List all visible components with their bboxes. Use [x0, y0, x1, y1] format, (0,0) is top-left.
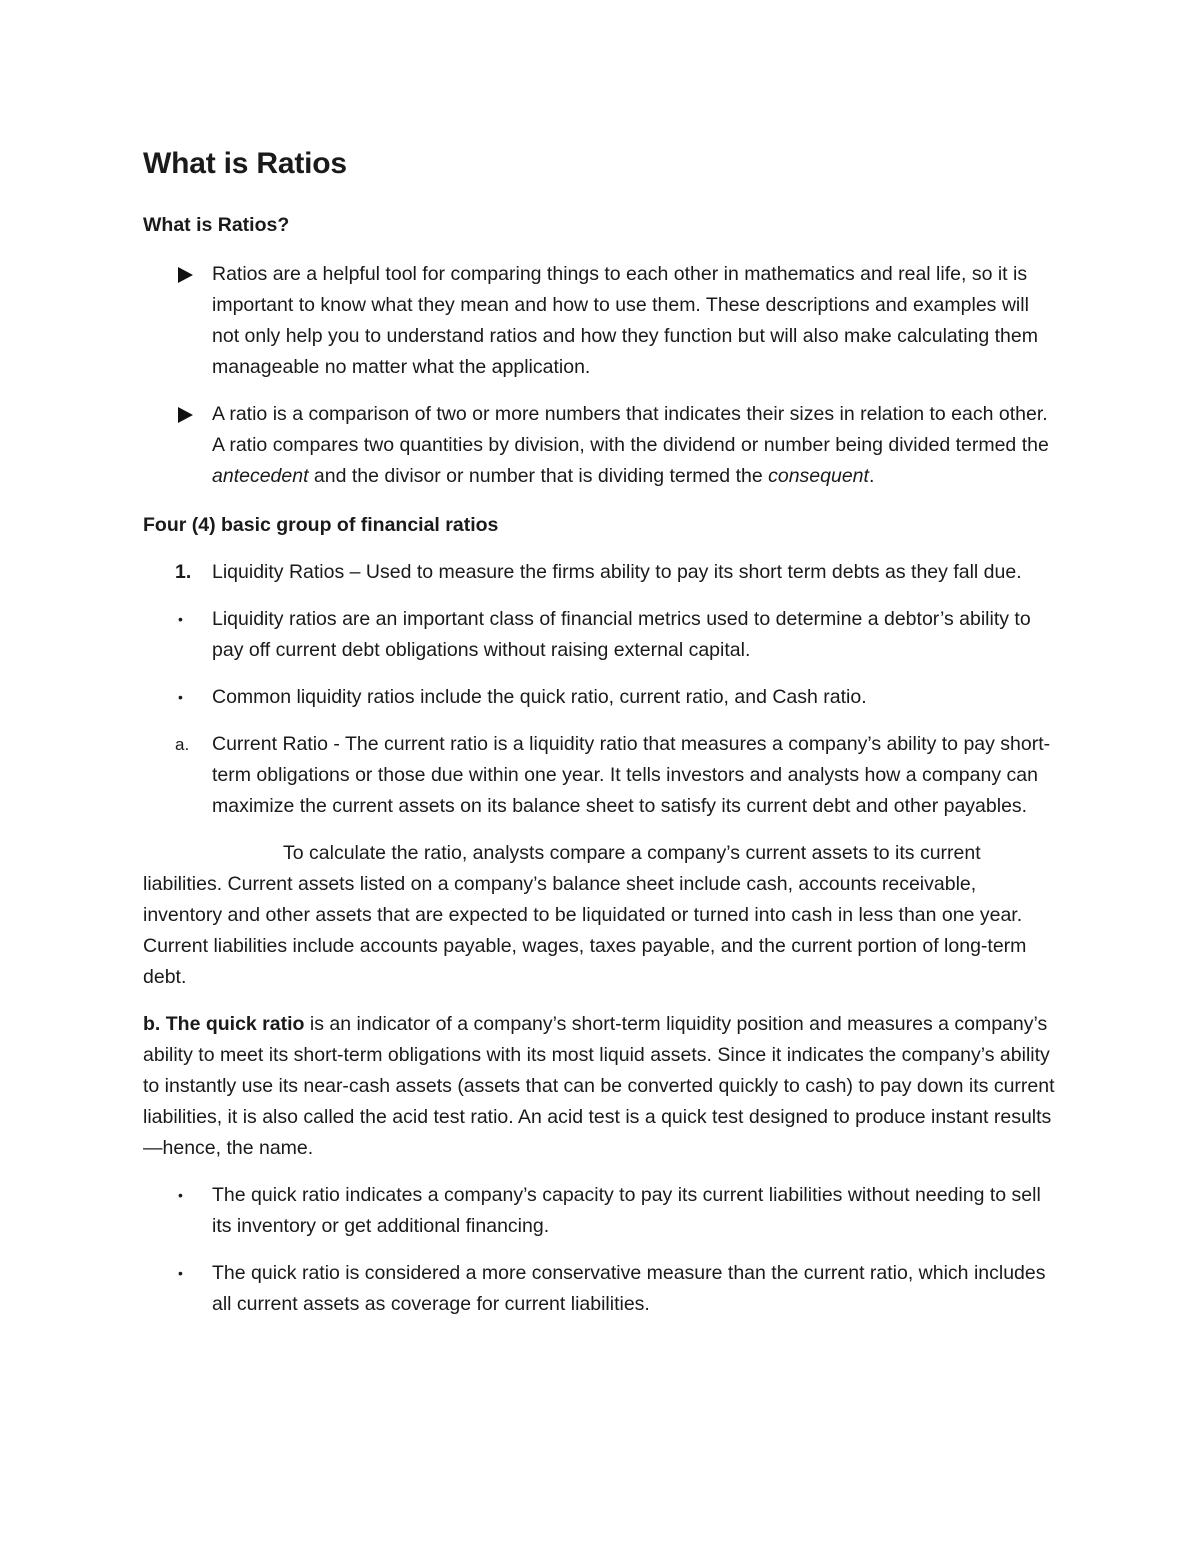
- bullet-item: [143, 1258, 1060, 1320]
- term-consequent: consequent: [768, 465, 869, 487]
- calculation-paragraph-text: To calculate the ratio, analysts compare a company’s current assets to its current liabilities. Current assets listed on a company’s balance sheet include cash, accounts receivable, inventory and other assets that are expected to be liquidated or turned into cash in less than one year. Current liabilities include accounts payable, wages, taxes payable, and the current portion of long-term debt.: [143, 842, 1027, 988]
- bullet-item: [143, 1180, 1060, 1242]
- list-number: 1.: [175, 561, 192, 583]
- numbered-item-1: [143, 557, 1060, 588]
- bullet-item-text: Common liquidity ratios include the quick ratio, current ratio, and Cash ratio.: [212, 686, 867, 708]
- bullet-item: [143, 604, 1060, 666]
- arrow-item-1-text: Ratios are a helpful tool for comparing things to each other in mathematics and real life, so it is important to know what they mean and how to use them. These descriptions and examples will not only help you to understand ratios and how they function but will also make calculating them manageable no matter what the application.: [212, 263, 1038, 378]
- bullet-icon: •: [178, 1265, 183, 1281]
- quick-ratio-label: b. The quick ratio: [143, 1013, 305, 1035]
- document-title: What is Ratios: [143, 147, 347, 180]
- quick-ratio-text: is an indicator of a company’s short-term liquidity position and measures a company’s ability to meet its short-term obligations with its most liquid assets. Since it indicates the company’s ability to instantly use its near-cash assets (assets that can be converted quickly to cash) to pay down its current liabilities, it is also called the acid test ratio. An acid test is a quick test designed to produce instant results—hence, the name.: [143, 1013, 1055, 1159]
- lettered-item-a-text: Current Ratio - The current ratio is a liquidity ratio that measures a company’s ability to pay short-term obligations or those due within one year. It tells investors and analysts how a company can maximize the current assets on its balance sheet to satisfy its current debt and other payables.: [212, 733, 1051, 817]
- arrow-item-1: [143, 259, 1060, 383]
- quick-ratio-paragraph: [143, 1009, 1060, 1164]
- section-heading-financial-ratios: Four (4) basic group of financial ratios: [143, 514, 499, 536]
- bullet-icon: •: [178, 1187, 183, 1203]
- bullet-item: [143, 682, 1060, 713]
- bullet-item-text: Liquidity ratios are an important class of financial metrics used to determine a debtor’s ability to pay off current debt obligations without raising external capital.: [212, 608, 1031, 661]
- bullet-icon: •: [178, 611, 183, 627]
- bullet-icon: •: [178, 689, 183, 705]
- calculation-paragraph: [143, 838, 1060, 993]
- arrow-item-2-text-e: .: [868, 465, 875, 487]
- term-antecedent: antecedent: [212, 465, 309, 487]
- arrow-item-2-text-c: and the divisor or number that is dividing termed the: [308, 465, 769, 487]
- arrow-bullet-icon: [178, 407, 193, 423]
- bullet-item-text: The quick ratio indicates a company’s capacity to pay its current liabilities without needing to sell its inventory or get additional financing.: [212, 1184, 1041, 1237]
- bullet-item-text: The quick ratio is considered a more conservative measure than the current ratio, which includes all current assets as coverage for current liabilities.: [212, 1262, 1046, 1315]
- numbered-item-1-text: Liquidity Ratios – Used to measure the firms ability to pay its short term debts as they fall due.: [212, 561, 1022, 583]
- arrow-bullet-icon: [178, 267, 193, 283]
- lettered-item-a: [143, 729, 1060, 822]
- list-letter: a.: [175, 735, 190, 754]
- section-heading-what-is-ratios: What is Ratios?: [143, 214, 290, 236]
- arrow-item-2: [143, 399, 1060, 492]
- arrow-item-2-text-a: A ratio is a comparison of two or more numbers that indicates their sizes in relation to each other. A ratio compares two quantities by division, with the dividend or number being divided termed the: [212, 403, 1049, 456]
